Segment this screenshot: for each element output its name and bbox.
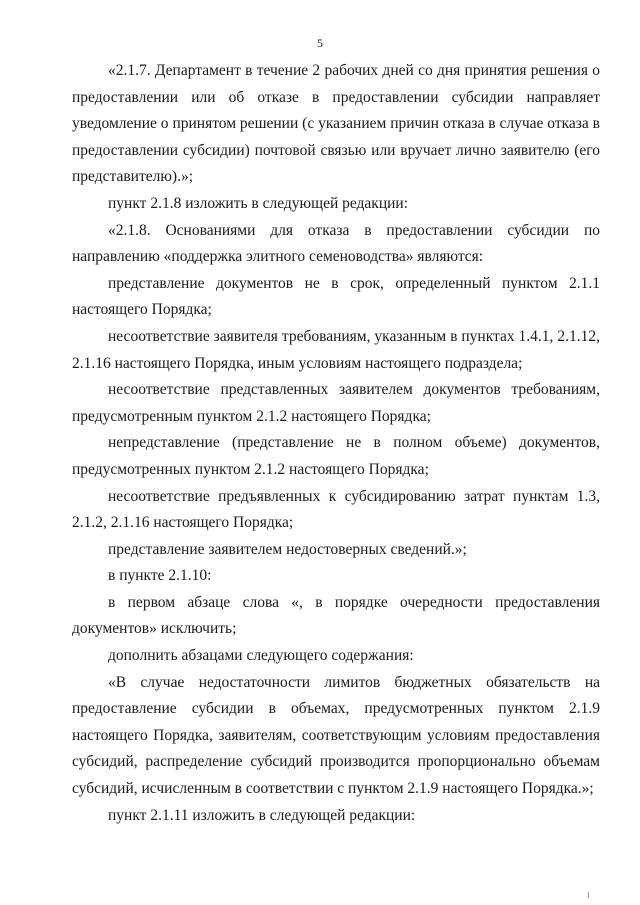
refusal-ground-deadline: представление документов не в срок, определенный пунктом 2.1.1 настоящего Порядка;	[72, 274, 600, 319]
paragraph-amend-2-1-11: пункт 2.1.11 изложить в следующей редакции:	[108, 806, 416, 824]
refusal-ground-documents: несоответствие представленных заявителем документов требованиям, предусмотренным пунктом 2.1.2 настоящего Порядка;	[72, 381, 600, 425]
refusal-ground-applicant: несоответствие заявителя требованиям, указанным в пунктах 1.4.1, 2.1.12, 2.1.16 настоящего Порядка, иным условиям настоящего подраздела;	[72, 327, 600, 372]
document-body	[72, 58, 600, 829]
refusal-ground-false-info: представление заявителем недостоверных сведений.»;	[108, 540, 467, 558]
refusal-ground-missing-documents: непредставление (представление не в полном объеме) документов, предусмотренных пунктом 2.1.2 настоящего Порядка;	[72, 434, 600, 478]
scan-mark	[588, 892, 589, 898]
page-number: 5	[317, 36, 323, 50]
paragraph-first-abzats-change: в первом абзаце слова «, в порядке очередности предоставления документов» исключить;	[72, 593, 600, 638]
paragraph-insufficient-limits: «В случае недостаточности лимитов бюджетных обязательств на предоставление субсидии в объемах, предусмотренных пунктом 2.1.9 настоящего Порядка, заявителям, соответствующим условиям предоставления субсидий, распределение субсидий производится пропорционально объемам субсидий, исчисленным в соответствии с пунктом 2.1.9 настоящего Порядка.»;	[72, 673, 600, 798]
paragraph-2-1-7: «2.1.7. Департамент в течение 2 рабочих дней со дня принятия решения о предоставлении или об отказе в предоставлении субсидии направляет уведомление о принятом решении (с указанием причин отказа в случае отказа в предоставлении субсидии) почтовой связью или вручает лично заявителю (его представителю).»;	[72, 62, 600, 186]
paragraph-amend-2-1-8: пункт 2.1.8 изложить в следующей редакции:	[108, 194, 409, 212]
paragraph-supplement: дополнить абзацами следующего содержания:	[108, 647, 414, 665]
paragraph-2-1-10-heading: в пункте 2.1.10:	[108, 567, 212, 585]
refusal-ground-costs: несоответствие предъявленных к субсидированию затрат пунктам 1.3, 2.1.2, 2.1.16 настоящего Порядка;	[72, 487, 600, 532]
paragraph-2-1-8-intro: «2.1.8. Основаниями для отказа в предоставлении субсидии по направлению «поддержка элитного семеноводства» являются:	[72, 221, 600, 266]
